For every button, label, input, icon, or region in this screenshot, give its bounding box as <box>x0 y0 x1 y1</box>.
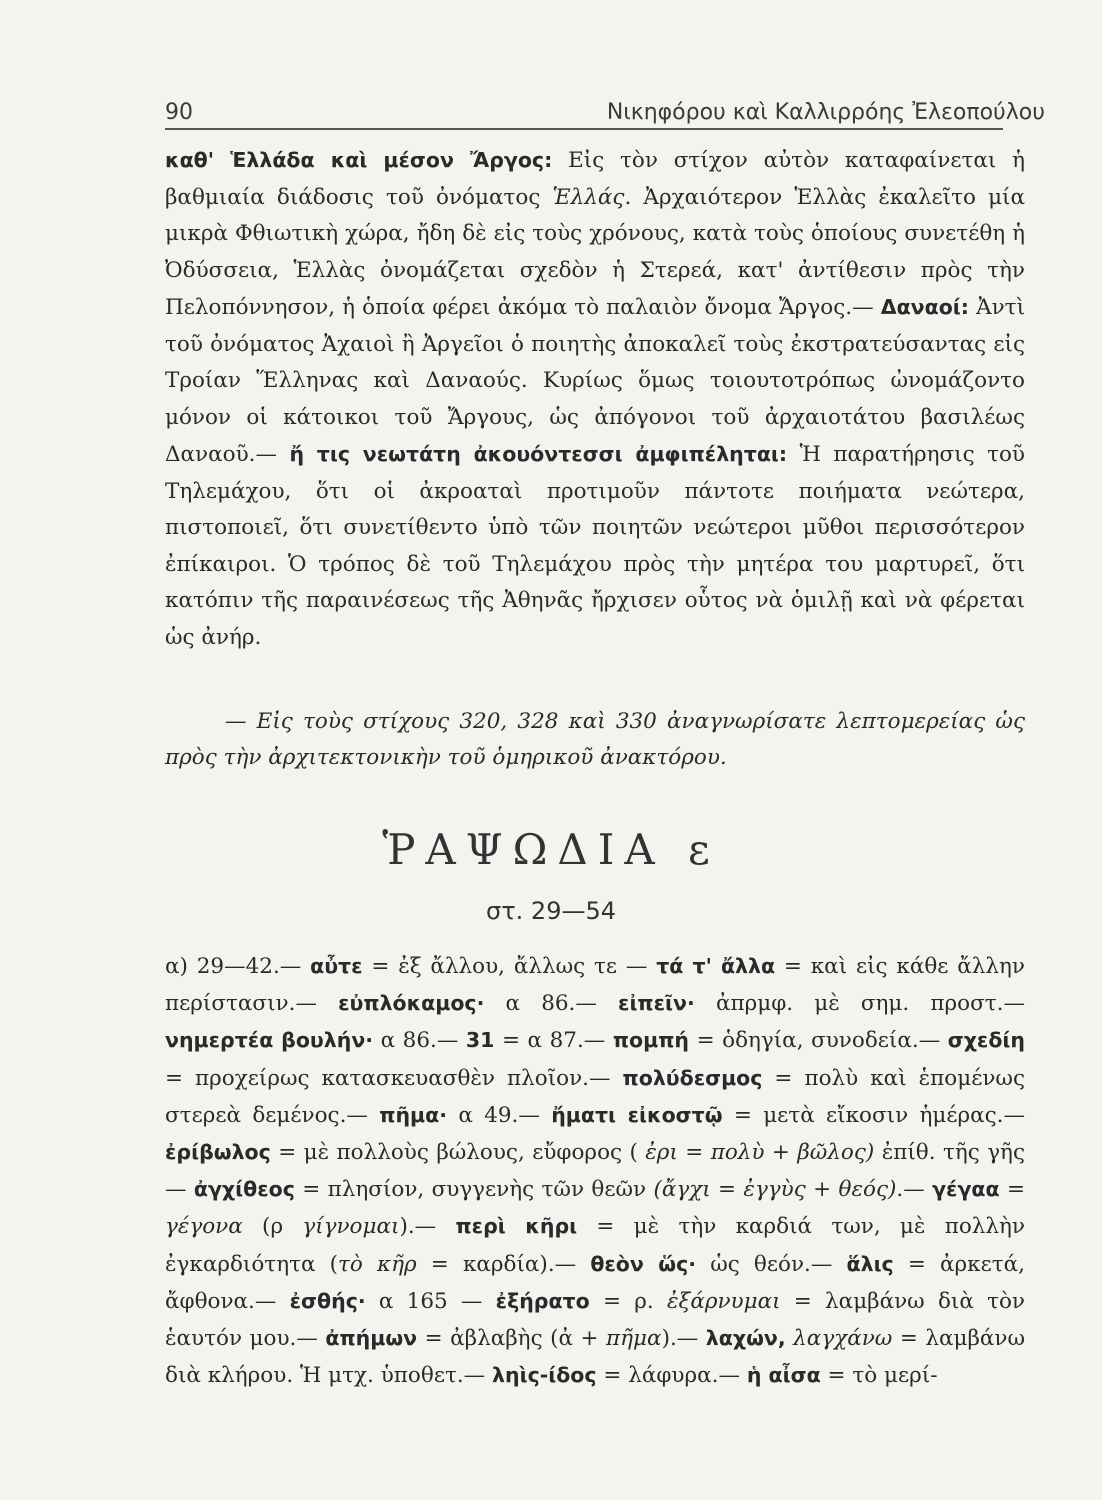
gloss-italic: (ἄγχι = ἐγγὺς + θεός) <box>653 1177 897 1203</box>
gloss-lemma: πολύδεσμος <box>622 1065 763 1090</box>
gloss-lemma: ἅλις <box>846 1251 894 1276</box>
gloss-lemma: περὶ κῆρι <box>455 1214 578 1239</box>
architecture-note: — Εἰς τοὺς στίχους 320, 328 καὶ 330 ἀναγνωρίσατε λεπτομερείας ὡς πρὸς τὴν ἀρχιτεκτονικὴν τοῦ ὁμηρικοῦ ἀνακτόρου. <box>165 709 1025 770</box>
gloss-italic: πῆμα <box>606 1326 662 1352</box>
gloss-italic: λαγχάνω <box>793 1326 893 1352</box>
gloss-lemma: γέγαα <box>932 1177 1000 1202</box>
gloss-lemma: ἡ αἶσα <box>746 1363 821 1388</box>
gloss-lemma: ἀγχίθεος <box>193 1177 295 1202</box>
commentary-text: Εἰς τὸν στίχον αὐτὸν καταφαίνεται ἡ βαθμιαία διάδοσις τοῦ ὀνόματος <box>165 148 1025 210</box>
commentary-text: Ἀντὶ τοῦ ὀνόματος Ἀχαιοὶ ἢ Ἀργεῖοι ὁ ποιητὴς ἀποκαλεῖ τοὺς ἐκστρατεύσαντας εἰς Τροίαν Ἕλληνας καὶ Δαναούς. Κυρίως ὅμως τοιουτοτρόπως ὠνομάζοντο μόνον οἱ κάτοικοι τοῦ Ἄργους, ὡς ἀπόγονοι τοῦ ἀρχαιοτάτου βασιλέως Δαναοῦ.— <box>165 295 1026 467</box>
gloss-text: = <box>999 1177 1025 1203</box>
gloss-lemma: ἐξήρατο <box>495 1288 590 1313</box>
gloss-text: ).— <box>399 1214 456 1240</box>
verses-range: στ. 29—54 <box>486 897 616 925</box>
gloss-text: .— <box>896 1177 933 1203</box>
gloss-lemma: σχεδίη <box>947 1028 1025 1053</box>
gloss-text: ἐπίθ. τῆς γῆς — <box>165 1140 1025 1203</box>
gloss-italic: γέγονα <box>165 1214 243 1240</box>
gloss-lemma: πομπή <box>612 1028 690 1053</box>
commentary-text: Ἡ παρατήρησις τοῦ Τηλεμάχου, ὅτι οἱ ἀκροαταὶ προτιμοῦν πάντοτε ποιήματα νεώτερα, πιστοποιεῖ, ὅτι συνετίθεντο ὑπὸ τῶν ποιητῶν νεώτεροι μῦθοι περισσότερον ἐπίκαιροι. Ὁ τρόπος δὲ τοῦ Τηλεμάχου πρὸς τὴν μητέρα του μαρτυρεῖ, ὅτι κατόπιν τῆς παραινέσεως τῆς Ἀθηνᾶς ἤρχισεν οὗτος νὰ ὁμιλῇ καὶ νὰ φέρεται ὡς ἀνήρ. <box>165 442 1025 650</box>
gloss-italic: ἐξάρνυμαι <box>666 1288 781 1314</box>
gloss-text: ἀπρμφ. μὲ σημ. προστ.— <box>694 991 1026 1017</box>
rhapsody-title: ῬΑΨΩΔΙΑ ε <box>382 825 720 874</box>
gloss-lemma: νημερτέα βουλήν· <box>165 1028 374 1053</box>
gloss-lemma: πῆμα· <box>379 1102 448 1127</box>
commentary-lemma: καθ' Ἑλλάδα καὶ μέσον Ἄργος: <box>165 148 553 172</box>
gloss-text: = ὁδηγία, συνοδεία.— <box>689 1028 948 1054</box>
gloss-text: = μὲ πολλοὺς βώλους, εὔφορος ( <box>270 1140 646 1166</box>
gloss-italic: ἐρι = πολὺ + βῶλος) <box>645 1140 875 1166</box>
commentary-paragraph <box>165 142 1025 656</box>
commentary-italic: Ἑλλάς <box>552 184 625 210</box>
gloss-text: α) 29—42.— <box>165 954 311 979</box>
gloss-text: = μὲ τὴν καρδιά των, μὲ πολλὴν ἐγκαρδιότητα ( <box>165 1214 1025 1277</box>
gloss-lemma: ἐρίβωλος <box>165 1140 271 1165</box>
gloss-text: = ρ. <box>589 1288 667 1314</box>
gloss-text: = πολὺ καὶ ἑπομένως στερεὰ δεμένος.— <box>165 1065 1026 1128</box>
gloss-text: α 86.— <box>373 1028 466 1054</box>
header-rule <box>165 128 1003 130</box>
gloss-text: α 86.— <box>484 991 619 1017</box>
gloss-italic: γίγνομαι <box>302 1214 400 1240</box>
gloss-lemma: αὖτε <box>310 954 363 978</box>
gloss-text: = πλησίον, συγγενὴς τῶν θεῶν <box>294 1177 654 1203</box>
gloss-lemma: εὐπλόκαμος· <box>338 991 485 1016</box>
gloss-italic: τὸ κῆρ <box>338 1251 417 1277</box>
gloss-lemma: 31 <box>465 1028 495 1053</box>
gloss-lemma: λαχών, <box>705 1326 786 1351</box>
gloss-text: = λαμβάνω διὰ κλήρου. Ἡ μτχ. ὑποθετ.— <box>165 1326 1026 1389</box>
gloss-text: = ἀβλαβὴς (ἀ + <box>417 1326 607 1352</box>
gloss-text: = λαμβάνω διὰ τὸν ἑαυτόν μου.— <box>165 1288 1025 1352</box>
gloss-lemma: ληὶς-ίδος <box>492 1363 597 1388</box>
gloss-text: = ἀρκετά, ἄφθονα.— <box>165 1251 1026 1314</box>
gloss-text: α 49.— <box>447 1102 552 1128</box>
gloss-text: = καὶ εἰς κάθε ἄλλην περίστασιν.— <box>165 954 1025 1017</box>
running-title: Νικηφόρου καὶ Καλλιρρόης Ἐλεοπούλου <box>606 100 1045 125</box>
gloss-text: = προχείρως κατασκευασθὲν πλοῖον.— <box>165 1065 623 1091</box>
page-header <box>165 100 1045 125</box>
gloss-text: = α 87.— <box>494 1028 613 1054</box>
gloss-lemma: ἀπήμων <box>325 1326 418 1351</box>
page-number: 90 <box>165 100 193 125</box>
gloss-text: ).— <box>661 1326 706 1352</box>
gloss-text: = καρδία).— <box>416 1251 591 1277</box>
gloss-text: = τὸ μερί- <box>820 1363 938 1389</box>
gloss-lemma: ἐσθής· <box>289 1288 366 1313</box>
glossary-paragraph <box>165 948 1025 1394</box>
commentary-lemma: ἤ τις νεωτάτη ἀκουόντεσσι ἀμφιπέληται: <box>289 442 788 466</box>
gloss-text: (ρ <box>242 1214 303 1240</box>
gloss-lemma: θεὸν ὥς· <box>590 1251 697 1276</box>
gloss-lemma: τά τ' ἄλλα <box>656 954 776 978</box>
commentary-text: . Ἀρχαιότερον Ἑλλὰς ἐκαλεῖτο μία μικρὰ Φθιωτικὴ χώρα, ἤδη δὲ εἰς τοὺς χρόνους, κατὰ τοὺς ὁποίους συνετέθη ἡ Ὀδύσσεια, Ἑλλὰς ὀνομάζεται σχεδὸν ἡ Στερεά, κατ' ἀντίθεσιν πρὸς τὴν Πελοπόννησον, ἡ ὁποία φέρει ἀκόμα τὸ παλαιὸν ὄνομα Ἄργος.— <box>165 184 1025 320</box>
commentary-lemma: Δαναοί: <box>880 295 969 319</box>
gloss-text: α 165 — <box>365 1288 496 1314</box>
gloss-lemma: εἰπεῖν· <box>618 991 695 1016</box>
gloss-text: = λάφυρα.— <box>596 1363 747 1389</box>
gloss-text: = μετὰ εἴκοσιν ἡμέρας.— <box>722 1102 1026 1128</box>
gloss-text: ὡς θεόν.— <box>696 1251 847 1277</box>
gloss-lemma: ἤματι εἰκοστῷ <box>551 1102 723 1127</box>
gloss-text: = ἐξ ἄλλου, ἄλλως τε — <box>362 954 657 979</box>
